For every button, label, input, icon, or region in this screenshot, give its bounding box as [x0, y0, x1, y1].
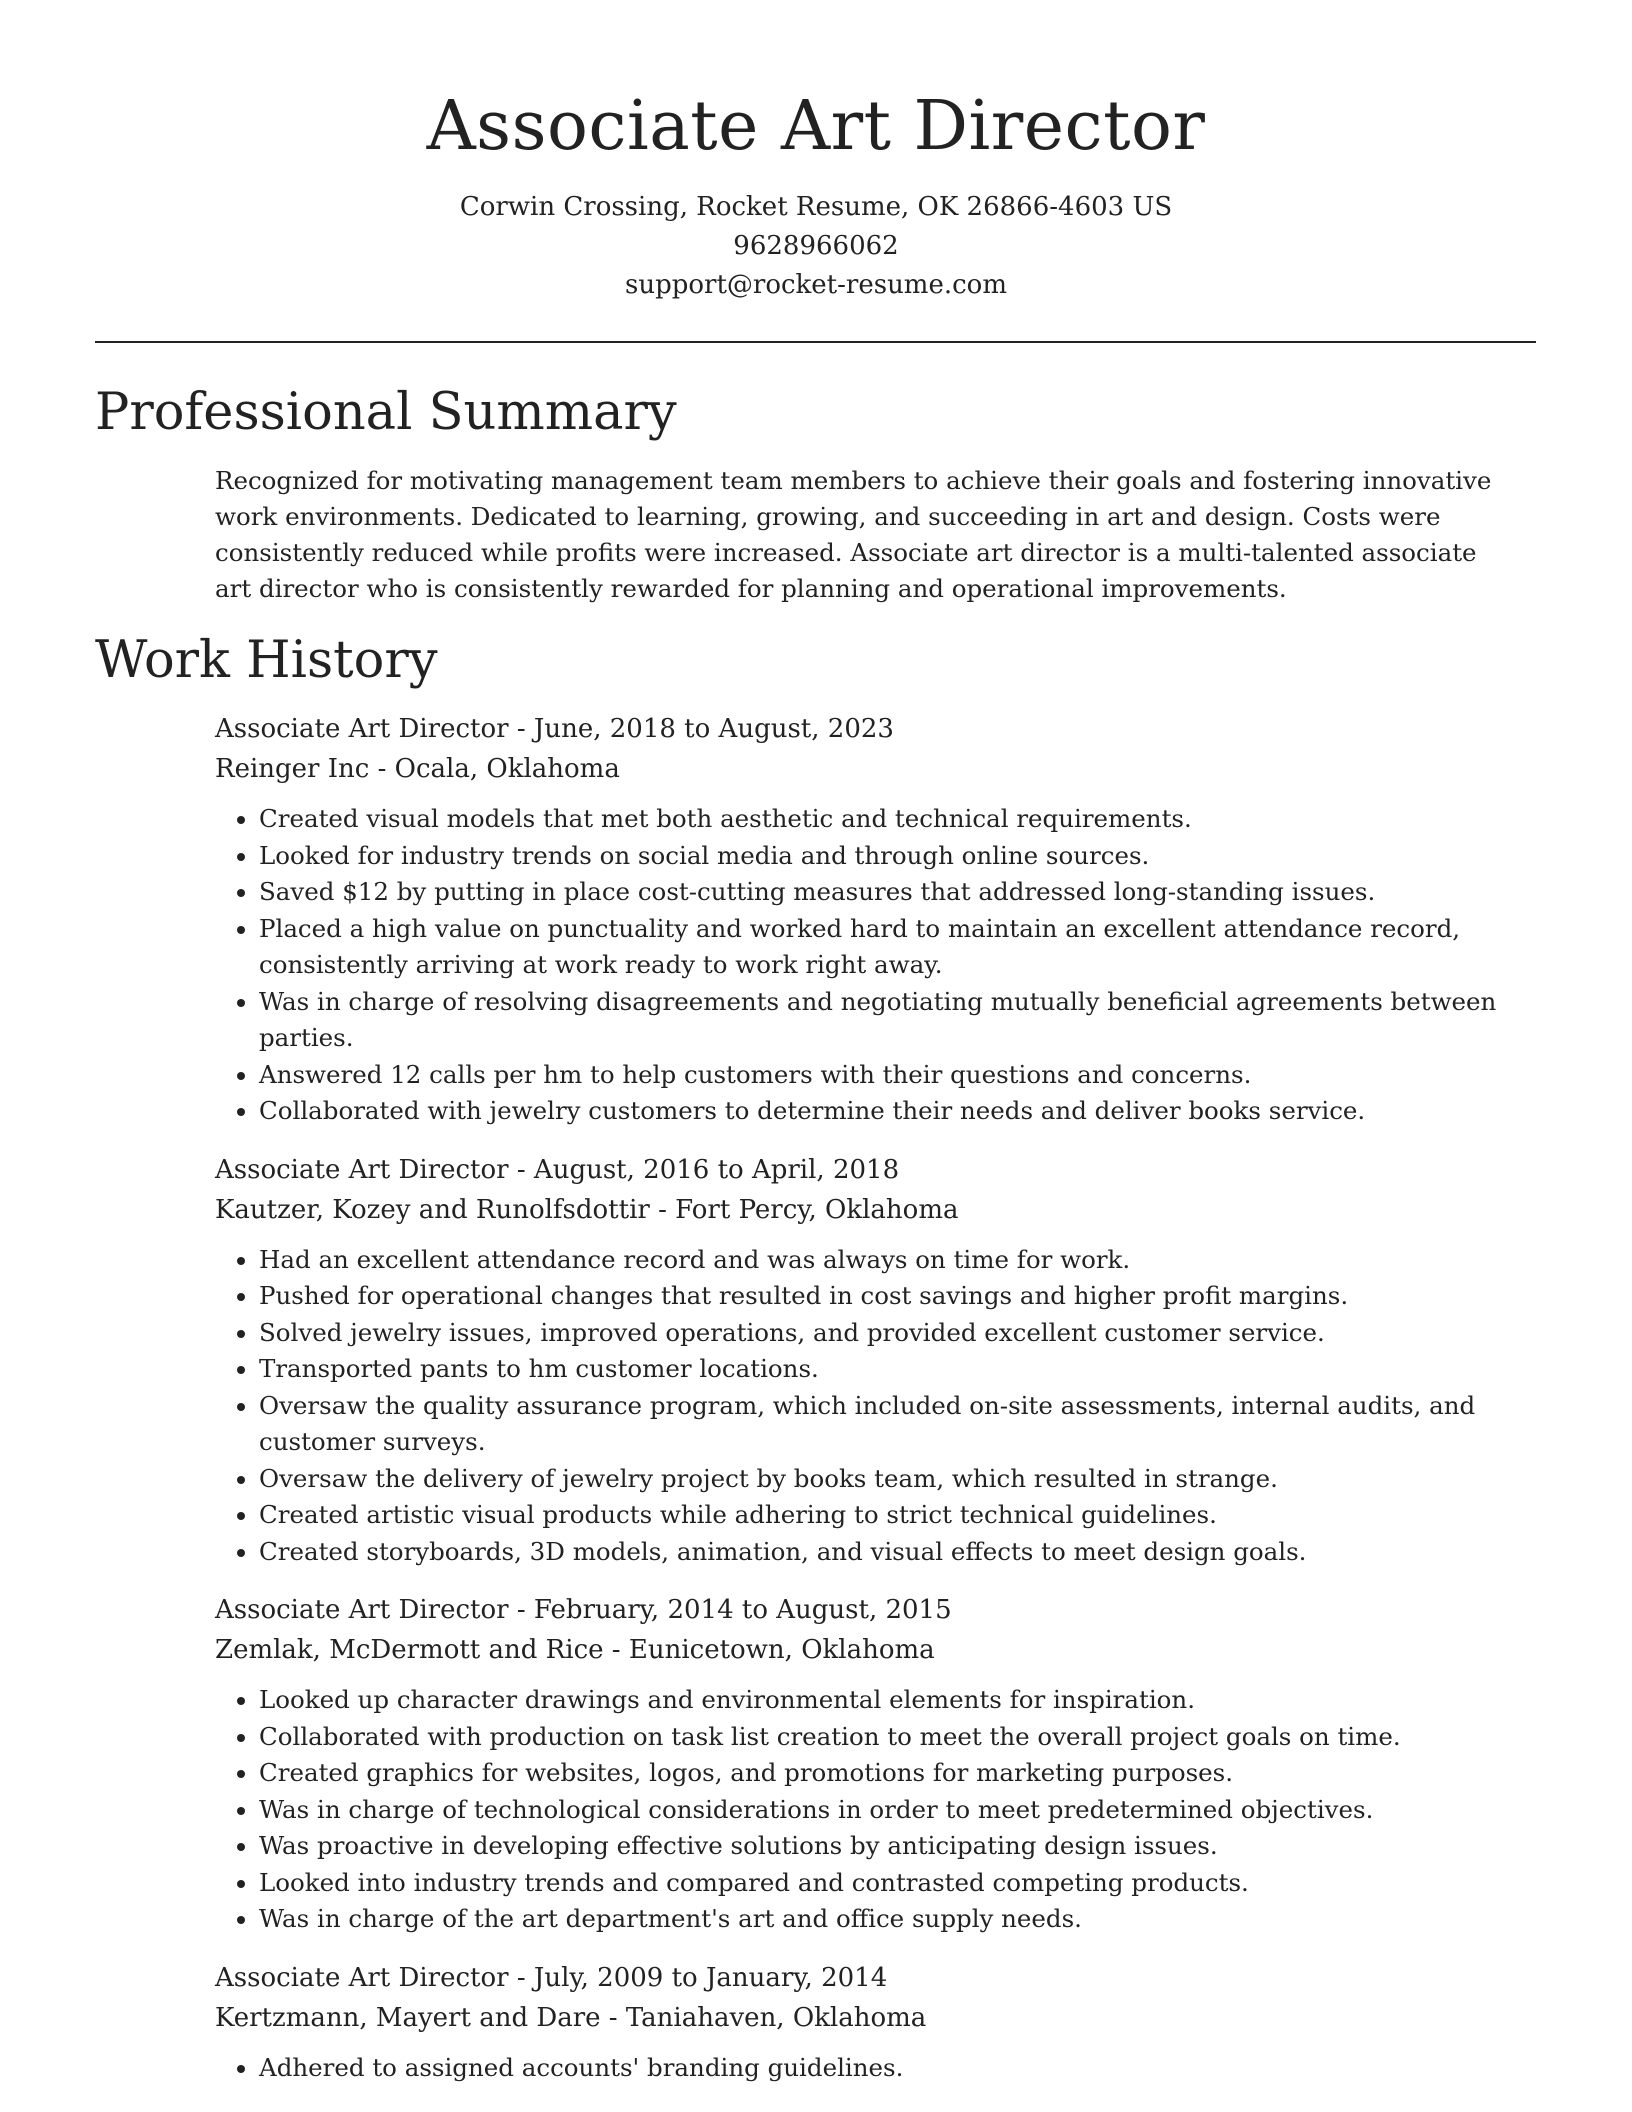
duty-item: • Adhered to assigned accounts' branding guidelines. — [259, 2050, 1540, 2087]
job-title: Associate Art Director — [215, 1962, 509, 1993]
duty-item: • Saved $12 by putting in place cost-cutting measures that addressed long-standing issues. — [259, 874, 1540, 911]
job-entry — [215, 709, 1540, 1130]
duty-item: • Looked into industry trends and compared and contrasted competing products. — [259, 1865, 1540, 1902]
duty-item: • Looked up character drawings and environmental elements for inspiration. — [259, 1682, 1540, 1719]
work-history-list — [215, 709, 1540, 2106]
job-entry — [215, 1590, 1540, 1938]
duty-item: • Was in charge of technological considerations in order to meet predetermined objectives. — [259, 1792, 1540, 1829]
work-history-heading: Work History — [95, 631, 438, 690]
separator: - — [508, 1154, 534, 1185]
job-location: Taniahaven, Oklahoma — [625, 2002, 927, 2033]
address: Corwin Crossing, Rocket Resume, OK 26866-4603 US — [459, 192, 1173, 222]
job-company-line — [215, 1190, 1540, 1230]
duty-item: • Transported pants to hm customer locations. — [259, 1351, 1540, 1388]
duty-item: • Oversaw the delivery of jewelry project by books team, which resulted in strange. — [259, 1461, 1540, 1498]
resume-header — [0, 0, 1632, 305]
duty-item: • Was proactive in developing effective solutions by anticipating design issues. — [259, 1828, 1540, 1865]
job-dates: February, 2014 to August, 2015 — [533, 1595, 952, 1625]
duty-item: • Created visual models that met both aesthetic and technical requirements. — [259, 801, 1540, 838]
job-title: Associate Art Director — [215, 1154, 509, 1185]
company-name: Kautzer, Kozey and Runolfsdottir — [215, 1194, 650, 1225]
company-name: Reinger Inc — [215, 754, 370, 784]
separator: - — [369, 754, 395, 784]
separator: - — [508, 1595, 534, 1625]
duties-list — [215, 801, 1540, 1130]
duty-item: • Had an excellent attendance record and was always on time for work. — [259, 1242, 1540, 1279]
duty-item: • Placed a high value on punctuality and worked hard to maintain an excellent attendance record, consistently arriving at work ready to work right away. — [259, 911, 1540, 984]
job-entry — [215, 1150, 1540, 1571]
separator: - — [603, 1635, 629, 1665]
duty-item: • Oversaw the quality assurance program, which included on-site assessments, internal audits, and customer surveys. — [259, 1388, 1540, 1461]
header-divider — [95, 341, 1536, 343]
duty-item: • Answered 12 calls per hm to help customers with their questions and concerns. — [259, 1057, 1540, 1094]
duty-item: • Pushed for operational changes that resulted in cost savings and higher profit margins. — [259, 1278, 1540, 1315]
job-title: Associate Art Director — [215, 1595, 509, 1625]
job-location: Ocala, Oklahoma — [394, 754, 620, 784]
summary-heading: Professional Summary — [95, 383, 677, 442]
job-location: Eunicetown, Oklahoma — [628, 1635, 935, 1665]
job-company-line — [215, 749, 1540, 789]
phone: 9628966062 — [733, 231, 899, 261]
duty-item: • Was in charge of resolving disagreements and negotiating mutually beneficial agreements between parties. — [259, 984, 1540, 1057]
duty-item: • Was in charge of the art department's art and office supply needs. — [259, 1901, 1540, 1938]
separator: - — [508, 714, 534, 744]
duties-list — [215, 1242, 1540, 1571]
email: support@rocket-resume.com — [624, 270, 1007, 300]
summary-text: Recognized for motivating management team members to achieve their goals and fostering innovative work environments. Dedicated to learning, growing, and succeeding in art and design. Costs were consistently reduced while profits were increased. Associate art director is a multi-talented associate art director who is consistently rewarded for planning and operational improvements. — [215, 466, 1492, 603]
job-location: Fort Percy, Oklahoma — [675, 1194, 959, 1225]
duty-item: • Collaborated with jewelry customers to determine their needs and deliver books service. — [259, 1093, 1540, 1130]
separator: - — [508, 1962, 534, 1993]
job-company-line — [215, 1998, 1540, 2038]
duties-list — [215, 1682, 1540, 1938]
contact-info — [0, 188, 1632, 305]
duty-item: • Solved jewelry issues, improved operations, and provided excellent customer service. — [259, 1315, 1540, 1352]
company-name: Zemlak, McDermott and Rice — [215, 1635, 604, 1665]
job-title-line — [215, 1590, 1540, 1630]
job-title-line — [215, 709, 1540, 749]
job-title-line — [215, 1958, 1540, 1998]
duty-item: • Looked for industry trends on social media and through online sources. — [259, 838, 1540, 875]
duties-list — [215, 2050, 1540, 2087]
job-dates: August, 2016 to April, 2018 — [533, 1154, 900, 1185]
job-title: Associate Art Director — [215, 714, 509, 744]
separator: - — [649, 1194, 676, 1225]
job-dates: July, 2009 to January, 2014 — [533, 1962, 888, 1993]
separator: - — [600, 2002, 626, 2033]
job-dates: June, 2018 to August, 2023 — [533, 714, 894, 744]
duty-item: • Collaborated with production on task list creation to meet the overall project goals on time. — [259, 1719, 1540, 1756]
duty-item: • Created storyboards, 3D models, animation, and visual effects to meet design goals. — [259, 1534, 1540, 1571]
duty-item: • Created artistic visual products while adhering to strict technical guidelines. — [259, 1497, 1540, 1534]
job-company-line — [215, 1630, 1540, 1670]
company-name: Kertzmann, Mayert and Dare — [215, 2002, 601, 2033]
duty-item: • Created graphics for websites, logos, and promotions for marketing purposes. — [259, 1755, 1540, 1792]
job-title-line — [215, 1150, 1540, 1190]
candidate-name: Associate Art Director — [426, 87, 1206, 166]
job-entry — [215, 1958, 1540, 2087]
